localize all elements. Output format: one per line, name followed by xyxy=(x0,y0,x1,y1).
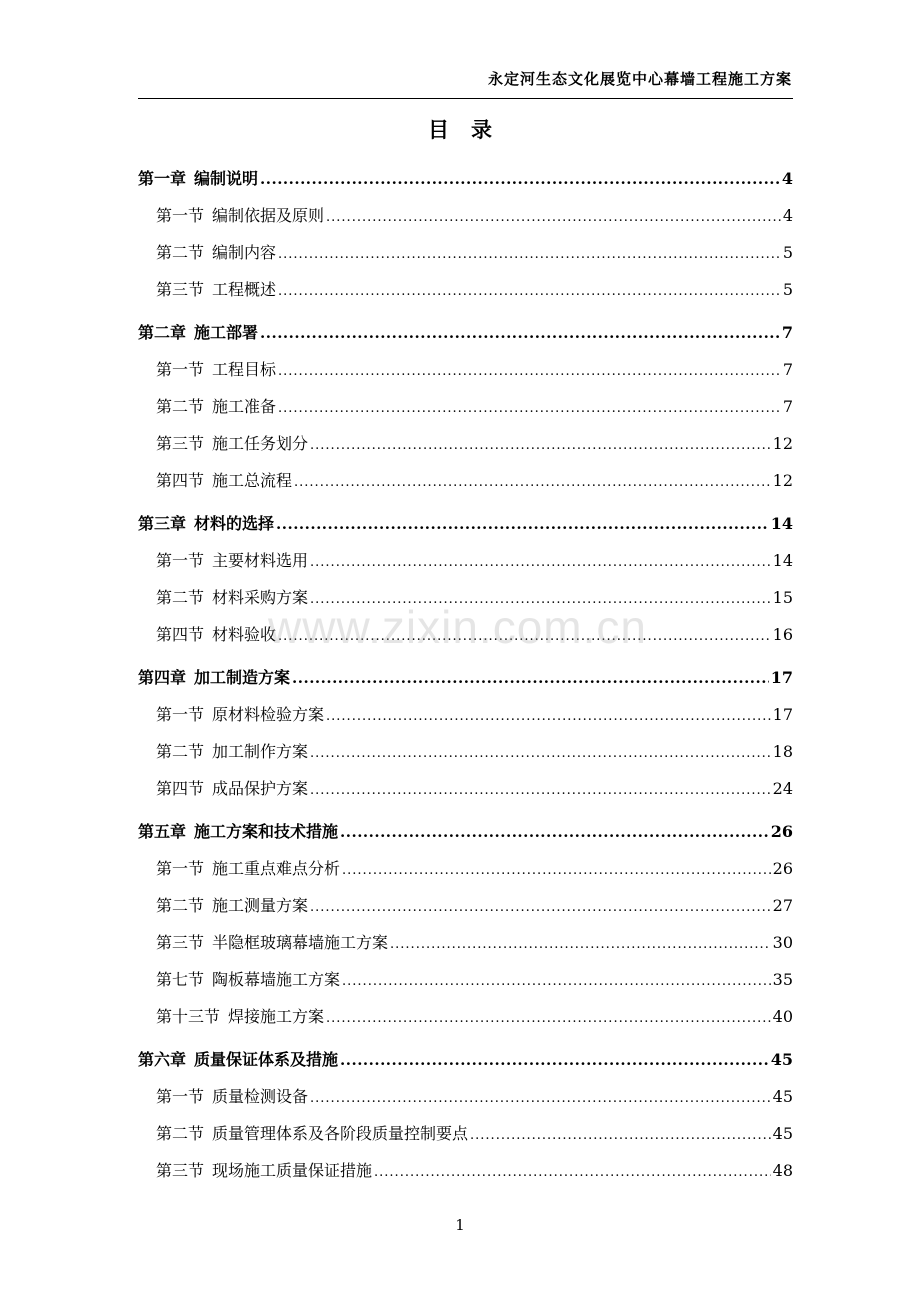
toc-entry-number: 第三章 xyxy=(138,514,187,533)
toc-title xyxy=(0,114,920,144)
toc-entry-number: 第六章 xyxy=(138,1050,187,1069)
toc-entry-title: 材料的选择 xyxy=(194,514,275,533)
toc-entry-page: 16 xyxy=(772,625,793,644)
toc-entry-page: 48 xyxy=(772,1161,793,1180)
dot-leader xyxy=(310,544,771,581)
toc-entry-page: 15 xyxy=(772,588,793,607)
toc-entry-number: 第二章 xyxy=(138,323,187,342)
toc-entry-title: 材料采购方案 xyxy=(212,588,309,607)
dot-leader xyxy=(326,199,781,236)
toc-entry-page: 24 xyxy=(772,779,793,798)
toc-entry-number: 第二节 xyxy=(156,397,205,416)
dot-leader xyxy=(310,1080,771,1117)
toc-entry-title: 主要材料选用 xyxy=(212,551,309,570)
toc-entry-page: 45 xyxy=(770,1050,793,1069)
toc-entry-number: 第一节 xyxy=(156,705,205,724)
toc-entry-page: 5 xyxy=(782,243,793,262)
toc-entry-number: 第四节 xyxy=(156,471,205,490)
dot-leader xyxy=(342,963,771,1000)
toc-entry-page: 30 xyxy=(772,933,793,952)
dot-leader xyxy=(340,814,769,851)
toc-section-entry[interactable] xyxy=(138,998,793,1035)
toc-entry-title: 工程目标 xyxy=(212,360,277,379)
toc-entry-number: 第三节 xyxy=(156,933,205,952)
toc-entry-title: 焊接施工方案 xyxy=(228,1007,325,1026)
toc-section-entry[interactable] xyxy=(138,1078,793,1115)
watermark: www.zixin.com.cn xyxy=(268,601,647,653)
toc-entry-number: 第一节 xyxy=(156,551,205,570)
toc-section-entry[interactable] xyxy=(138,542,793,579)
dot-leader xyxy=(340,1042,769,1079)
dot-leader xyxy=(326,1000,771,1037)
toc-entry-title: 编制依据及原则 xyxy=(212,206,325,225)
toc-section-entry[interactable] xyxy=(138,733,793,770)
toc-entry-title: 加工制造方案 xyxy=(194,668,291,687)
toc-entry-number: 第二节 xyxy=(156,1124,205,1143)
toc-entry-title: 成品保护方案 xyxy=(212,779,309,798)
toc-entry-title: 半隐框玻璃幕墙施工方案 xyxy=(212,933,389,952)
toc-chapter-entry[interactable] xyxy=(138,1041,793,1078)
dot-leader xyxy=(292,660,769,697)
toc-entry-page: 12 xyxy=(772,434,793,453)
toc-entry-number: 第五章 xyxy=(138,822,187,841)
toc-chapter-entry[interactable] xyxy=(138,659,793,696)
toc-entry-page: 18 xyxy=(772,742,793,761)
toc-entry-page: 17 xyxy=(770,668,793,687)
toc-entry-number: 第三节 xyxy=(156,434,205,453)
toc-entry-page: 7 xyxy=(782,360,793,379)
toc-entry-number: 第一节 xyxy=(156,206,205,225)
toc-entry-title: 编制内容 xyxy=(212,243,277,262)
toc-entry-number: 第四节 xyxy=(156,779,205,798)
dot-leader xyxy=(278,390,781,427)
toc-entry-page: 45 xyxy=(772,1124,793,1143)
toc-entry-title: 施工准备 xyxy=(212,397,277,416)
toc-entry-page: 17 xyxy=(772,705,793,724)
toc-entry-page: 14 xyxy=(772,551,793,570)
toc-entry-number: 第三节 xyxy=(156,1161,205,1180)
toc-entry-number: 第七节 xyxy=(156,970,205,989)
dot-leader xyxy=(278,353,781,390)
toc-title-char: 目 xyxy=(428,117,449,142)
toc-entry-number: 第四节 xyxy=(156,625,205,644)
toc-section-entry[interactable] xyxy=(138,696,793,733)
toc-entry-number: 第一节 xyxy=(156,360,205,379)
dot-leader xyxy=(260,161,780,198)
dot-leader xyxy=(310,889,771,926)
toc-entry-page: 4 xyxy=(782,206,793,225)
toc-section-entry[interactable] xyxy=(138,961,793,998)
toc-section-entry[interactable] xyxy=(138,197,793,234)
toc-entry-page: 14 xyxy=(770,514,793,533)
header-divider xyxy=(138,98,793,99)
toc-entry-title: 施工任务划分 xyxy=(212,434,309,453)
toc-entry-title: 质量检测设备 xyxy=(212,1087,309,1106)
toc-entry-number: 第一节 xyxy=(156,1087,205,1106)
toc-entry-title: 工程概述 xyxy=(212,280,277,299)
toc-section-entry[interactable] xyxy=(138,579,793,616)
toc-entry-title: 施工部署 xyxy=(194,323,259,342)
toc-chapter-entry[interactable] xyxy=(138,505,793,542)
running-header-title: 永定河生态文化展览中心幕墙工程施工方案 xyxy=(487,70,792,88)
dot-leader xyxy=(310,772,771,809)
toc-section-entry[interactable] xyxy=(138,850,793,887)
toc-entry-title: 施工重点难点分析 xyxy=(212,859,341,878)
toc-section-entry[interactable] xyxy=(138,234,793,271)
toc-title-char: 录 xyxy=(471,117,492,142)
toc-entry-title: 编制说明 xyxy=(194,169,259,188)
toc-section-entry[interactable] xyxy=(138,388,793,425)
toc-section-entry[interactable] xyxy=(138,351,793,388)
toc-entry-page: 7 xyxy=(782,397,793,416)
toc-entry-page: 26 xyxy=(770,822,793,841)
dot-leader xyxy=(278,273,781,310)
toc-section-entry[interactable] xyxy=(138,1115,793,1152)
dot-leader xyxy=(276,506,769,543)
toc-entry-number: 第四章 xyxy=(138,668,187,687)
toc-entry-number: 第一章 xyxy=(138,169,187,188)
toc-entry-title: 质量保证体系及措施 xyxy=(194,1050,339,1069)
toc-section-entry[interactable] xyxy=(138,770,793,807)
toc-entry-number: 第二节 xyxy=(156,742,205,761)
dot-leader xyxy=(390,926,771,963)
toc-entry-title: 材料验收 xyxy=(212,625,277,644)
page-number: 1 xyxy=(455,1216,465,1234)
dot-leader xyxy=(326,698,771,735)
toc-entry-number: 第三节 xyxy=(156,280,205,299)
toc-entry-page: 5 xyxy=(782,280,793,299)
dot-leader xyxy=(278,236,781,273)
toc-entry-page: 45 xyxy=(772,1087,793,1106)
toc-entry-title: 施工方案和技术措施 xyxy=(194,822,339,841)
toc-entry-title: 施工总流程 xyxy=(212,471,293,490)
dot-leader xyxy=(278,618,771,655)
dot-leader xyxy=(470,1117,771,1154)
toc-entry-title: 质量管理体系及各阶段质量控制要点 xyxy=(212,1124,469,1143)
toc-section-entry[interactable] xyxy=(138,1152,793,1189)
table-of-contents xyxy=(138,160,793,1189)
toc-section-entry[interactable] xyxy=(138,271,793,308)
toc-entry-page: 27 xyxy=(772,896,793,915)
toc-entry-page: 40 xyxy=(772,1007,793,1026)
dot-leader xyxy=(342,852,771,889)
toc-section-entry[interactable] xyxy=(138,462,793,499)
toc-entry-title: 现场施工质量保证措施 xyxy=(212,1161,373,1180)
toc-entry-number: 第二节 xyxy=(156,588,205,607)
toc-chapter-entry[interactable] xyxy=(138,160,793,197)
toc-entry-page: 7 xyxy=(781,323,793,342)
dot-leader xyxy=(310,427,771,464)
dot-leader xyxy=(310,581,771,618)
toc-entry-page: 26 xyxy=(772,859,793,878)
toc-entry-number: 第一节 xyxy=(156,859,205,878)
toc-chapter-entry[interactable] xyxy=(138,813,793,850)
dot-leader xyxy=(374,1154,771,1191)
dot-leader xyxy=(310,735,771,772)
toc-section-entry[interactable] xyxy=(138,924,793,961)
toc-entry-page: 35 xyxy=(772,970,793,989)
toc-section-entry[interactable] xyxy=(138,616,793,653)
toc-section-entry[interactable] xyxy=(138,425,793,462)
toc-chapter-entry[interactable] xyxy=(138,314,793,351)
toc-entry-title: 加工制作方案 xyxy=(212,742,309,761)
dot-leader xyxy=(294,464,771,501)
toc-entry-title: 陶板幕墙施工方案 xyxy=(212,970,341,989)
toc-entry-page: 12 xyxy=(772,471,793,490)
toc-entry-title: 原材料检验方案 xyxy=(212,705,325,724)
toc-entry-number: 第二节 xyxy=(156,896,205,915)
toc-entry-number: 第二节 xyxy=(156,243,205,262)
toc-entry-page: 4 xyxy=(781,169,793,188)
toc-section-entry[interactable] xyxy=(138,887,793,924)
dot-leader xyxy=(260,315,780,352)
toc-entry-number: 第十三节 xyxy=(156,1007,221,1026)
toc-entry-title: 施工测量方案 xyxy=(212,896,309,915)
